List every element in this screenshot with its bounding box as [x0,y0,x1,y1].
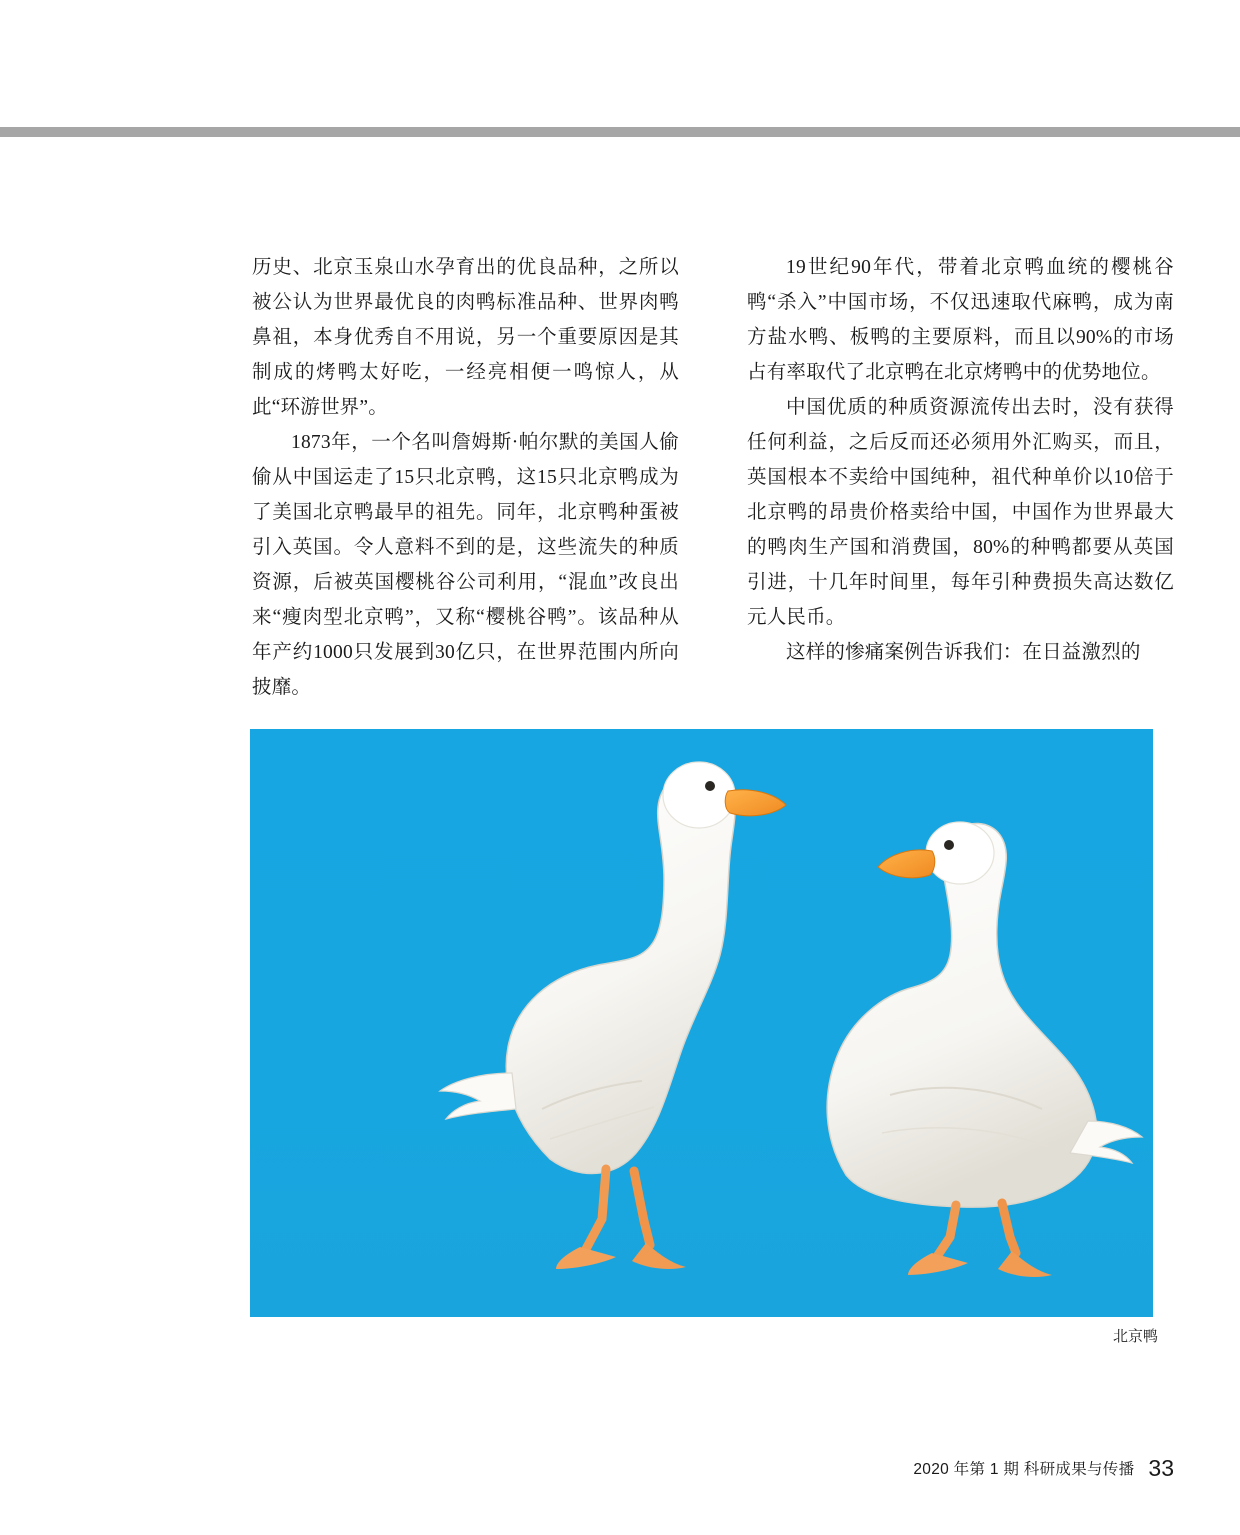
text-column-right [747,250,1174,705]
figure-caption: 北京鸭 [1112,1328,1158,1345]
page-number: 33 [1148,1455,1174,1481]
header-rule [0,127,1240,137]
page-footer [0,1455,1240,1482]
duck-photo [250,729,1153,1317]
duck-left [440,762,786,1269]
paragraph: 19世纪90年代，带着北京鸭血统的樱桃谷鸭“杀入”中国市场，不仅迅速取代麻鸭，成为南方盐水鸭、板鸭的主要原料，而且以90%的市场占有率取代了北京鸭在北京烤鸭中的优势地位。 [747,257,1174,383]
text-column-left [252,250,679,705]
article-body [252,250,1174,705]
paragraph: 中国优质的种质资源流传出去时，没有获得任何利益，之后反而还必须用外汇购买，而且，英国根本不卖给中国纯种，祖代种单价以10倍于北京鸭的昂贵价格卖给中国，中国作为世界最大的鸭肉生产国和消费国，80%的种鸭都要从英国引进，十几年时间里，每年引种费损失高达数亿元人民币。 [747,397,1174,628]
duck-right [827,822,1142,1277]
paragraph: 1873年，一个名叫詹姆斯·帕尔默的美国人偷偷从中国运走了15只北京鸭，这15只北京鸭成为了美国北京鸭最早的祖先。同年，北京鸭种蛋被引入英国。令人意料不到的是，这些流失的种质资源，后被英国樱桃谷公司利用，“混血”改良出来“瘦肉型北京鸭”，又称“樱桃谷鸭”。该品种从年产约1000只发展到30亿只，在世界范围内所向披靡。 [252,432,679,698]
paragraph: 这样的惨痛案例告诉我们：在日益激烈的 [786,642,1141,663]
paragraph: 历史、北京玉泉山水孕育出的优良品种，之所以被公认为世界最优良的肉鸭标准品种、世界肉鸭鼻祖，本身优秀自不用说，另一个重要原因是其制成的烤鸭太好吃，一经亮相便一鸣惊人，从此“环游世界”。 [252,257,679,418]
footer-text: 2020 年第 1 期 科研成果与传播 [913,1461,1135,1478]
ducks-illustration [250,729,1153,1317]
